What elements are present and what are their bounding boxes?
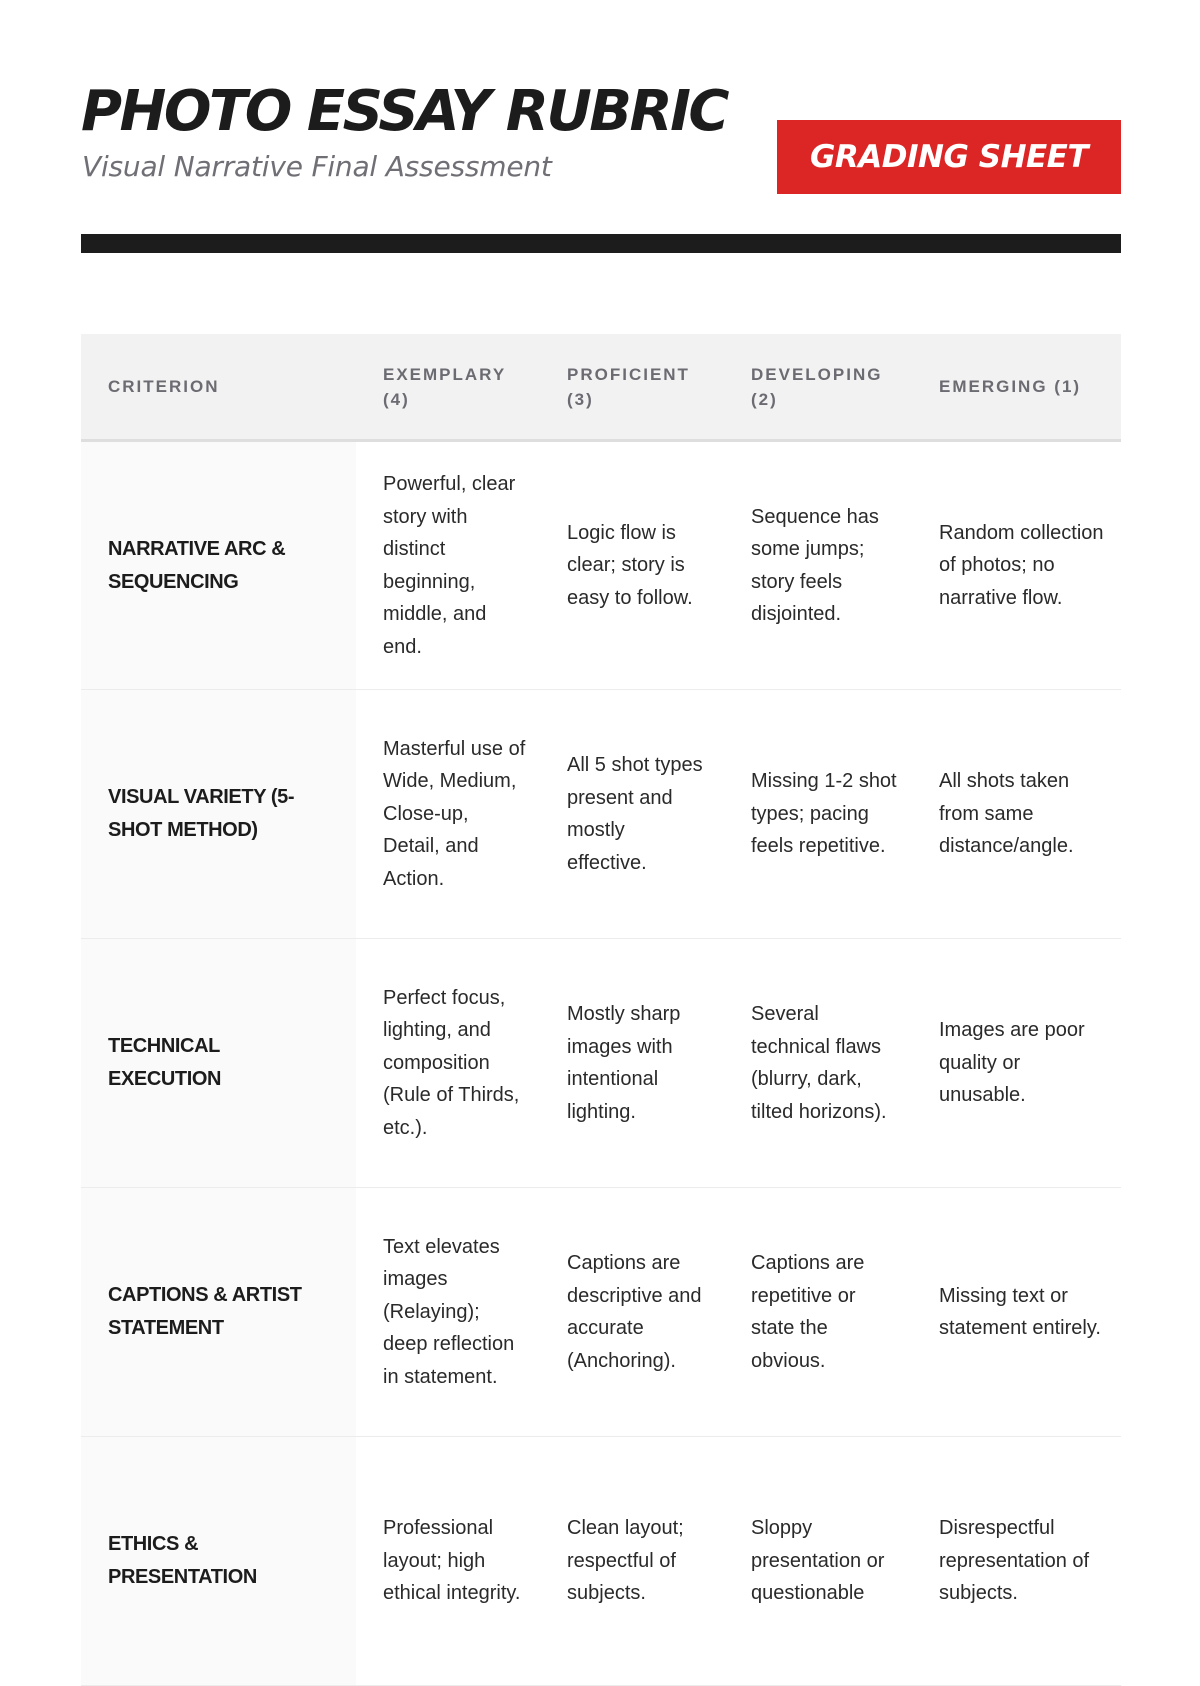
column-header-emerging: EMERGING (1)	[912, 334, 1121, 441]
proficient-cell: Logic flow is clear; story is easy to follow.	[540, 441, 724, 690]
exemplary-cell: Perfect focus, lighting, and composition (Rule of Thirds, etc.).	[356, 939, 540, 1188]
column-header-criterion: CRITERION	[81, 334, 356, 441]
criterion-cell: ETHICS & PRESENTATION	[81, 1437, 356, 1686]
column-header-developing: DEVELOPING (2)	[724, 334, 912, 441]
table-row	[81, 690, 1121, 939]
criterion-cell: TECHNICAL EXECUTION	[81, 939, 356, 1188]
emerging-cell: Random collection of photos; no narrative flow.	[912, 441, 1121, 690]
column-header-exemplary: EXEMPLARY (4)	[356, 334, 540, 441]
developing-cell: Missing 1-2 shot types; pacing feels repetitive.	[724, 690, 912, 939]
grading-sheet-badge: GRADING SHEET	[777, 120, 1121, 194]
table-header-row	[81, 334, 1121, 441]
proficient-cell: Captions are descriptive and accurate (Anchoring).	[540, 1188, 724, 1437]
emerging-cell: Disrespectful representation of subjects.	[912, 1437, 1121, 1686]
rubric-table	[81, 334, 1121, 1686]
proficient-cell: Clean layout; respectful of subjects.	[540, 1437, 724, 1686]
header-divider	[81, 234, 1121, 253]
table-row	[81, 1437, 1121, 1686]
emerging-cell: Images are poor quality or unusable.	[912, 939, 1121, 1188]
page-title: PHOTO ESSAY RUBRIC	[81, 79, 728, 144]
developing-cell: Captions are repetitive or state the obvious.	[724, 1188, 912, 1437]
criterion-cell: CAPTIONS & ARTIST STATEMENT	[81, 1188, 356, 1437]
emerging-cell: All shots taken from same distance/angle.	[912, 690, 1121, 939]
exemplary-cell: Masterful use of Wide, Medium, Close-up, Detail, and Action.	[356, 690, 540, 939]
exemplary-cell: Powerful, clear story with distinct beginning, middle, and end.	[356, 441, 540, 690]
table-row	[81, 939, 1121, 1188]
proficient-cell: Mostly sharp images with intentional lighting.	[540, 939, 724, 1188]
criterion-cell: VISUAL VARIETY (5-SHOT METHOD)	[81, 690, 356, 939]
exemplary-cell: Professional layout; high ethical integrity.	[356, 1437, 540, 1686]
proficient-cell: All 5 shot types present and mostly effective.	[540, 690, 724, 939]
column-header-proficient: PROFICIENT (3)	[540, 334, 724, 441]
page-header	[81, 79, 1121, 183]
developing-cell: Several technical flaws (blurry, dark, tilted horizons).	[724, 939, 912, 1188]
table-row	[81, 1188, 1121, 1437]
developing-cell: Sequence has some jumps; story feels disjointed.	[724, 441, 912, 690]
exemplary-cell: Text elevates images (Relaying); deep reflection in statement.	[356, 1188, 540, 1437]
page-subtitle: Visual Narrative Final Assessment	[82, 150, 552, 183]
emerging-cell: Missing text or statement entirely.	[912, 1188, 1121, 1437]
developing-cell: Sloppy presentation or questionable	[724, 1437, 912, 1686]
table-row	[81, 441, 1121, 690]
criterion-cell: NARRATIVE ARC & SEQUENCING	[81, 441, 356, 690]
